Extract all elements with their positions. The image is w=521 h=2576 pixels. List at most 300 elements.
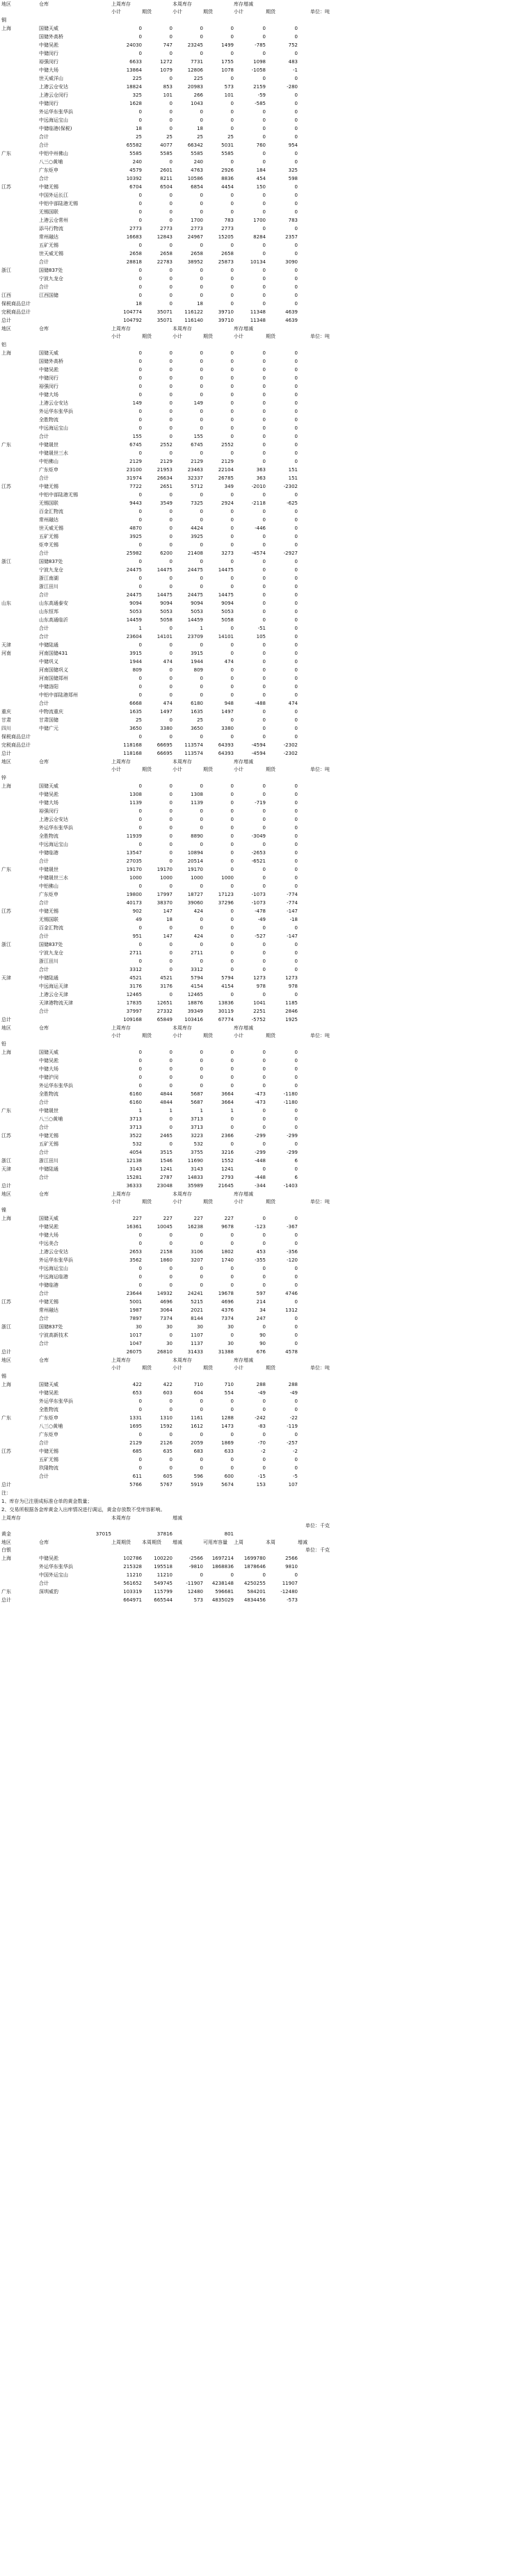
table-row: [0, 1273, 521, 1281]
value-cell: 38370: [157, 900, 173, 906]
value-cell: 676: [256, 1349, 266, 1355]
value-cell: 4521: [129, 975, 142, 981]
value-cell: 0: [262, 209, 266, 215]
warehouse-cell: 国储837处: [39, 942, 63, 947]
subheader-cell: 小计: [173, 1199, 182, 1205]
table-row: [0, 225, 521, 233]
value-cell: 1043: [191, 101, 203, 106]
value-cell: 0: [294, 1141, 298, 1147]
value-cell: 49: [136, 917, 142, 922]
warehouse-cell: 中储大场: [39, 392, 58, 398]
value-cell: 6745: [129, 442, 142, 448]
table-row: [0, 300, 521, 308]
value-cell: -1073: [251, 900, 266, 906]
region-cell: 天津: [1, 975, 11, 981]
value-cell: 2366: [221, 1133, 234, 1139]
value-cell: 665544: [154, 1597, 173, 1603]
value-cell: 7722: [129, 484, 142, 489]
value-cell: 0: [294, 1232, 298, 1238]
value-cell: 3207: [191, 1257, 203, 1263]
table-row: [0, 940, 521, 949]
value-cell: 1185: [285, 1000, 298, 1006]
value-cell: 35071: [157, 318, 173, 323]
table-row: [0, 574, 521, 582]
header-cell: 库存增减: [234, 1025, 253, 1031]
value-cell: 1: [200, 1108, 203, 1114]
value-cell: 5001: [129, 1299, 142, 1305]
value-cell: 11348: [250, 318, 266, 323]
value-cell: 0: [230, 1125, 234, 1130]
table-row: [0, 1314, 521, 1323]
value-cell: 0: [169, 825, 173, 831]
table-row: [0, 1588, 521, 1596]
value-cell: 31433: [187, 1349, 203, 1355]
value-cell: 0: [294, 117, 298, 123]
value-cell: 0: [138, 284, 142, 290]
value-cell: 25: [197, 717, 203, 723]
table-row: [0, 1554, 521, 1563]
value-cell: 0: [230, 1274, 234, 1280]
warehouse-cell: 中储无锡: [39, 1299, 58, 1305]
value-cell: 0: [169, 409, 173, 414]
region-cell: 上海: [1, 783, 11, 789]
region-cell: 浙江: [1, 1324, 11, 1330]
value-cell: 0: [230, 409, 234, 414]
value-cell: 0: [169, 1141, 173, 1147]
value-cell: 0: [169, 293, 173, 298]
value-cell: 5767: [160, 1482, 173, 1487]
table-row: [0, 957, 521, 965]
warehouse-cell: 世天威洋山: [39, 76, 63, 81]
table-row: [0, 774, 521, 782]
warehouse-cell: 中远美合: [39, 1241, 58, 1246]
value-cell: 0: [169, 1399, 173, 1404]
value-cell: 227: [224, 1216, 234, 1221]
value-cell: 2651: [160, 484, 173, 489]
value-cell: 37296: [218, 900, 234, 906]
value-cell: 0: [230, 959, 234, 964]
value-cell: 710: [193, 1382, 203, 1387]
value-cell: 0: [294, 1166, 298, 1172]
warehouse-cell: 中储闵行: [39, 51, 58, 56]
value-cell: 0: [230, 201, 234, 206]
value-cell: 0: [200, 268, 203, 273]
value-cell: 0: [138, 34, 142, 40]
value-cell: 7374: [160, 1316, 173, 1321]
value-cell: 0: [200, 676, 203, 681]
value-cell: 0: [294, 226, 298, 231]
value-cell: 783: [288, 218, 298, 223]
warehouse-cell: 合计: [39, 592, 49, 598]
value-cell: 0: [230, 792, 234, 797]
warehouse-cell: 中储吴淞: [39, 1390, 58, 1396]
value-cell: -9810: [189, 1564, 203, 1570]
value-cell: 18824: [126, 84, 142, 90]
value-cell: 5585: [129, 151, 142, 156]
header-cell: 上周库存: [111, 326, 131, 332]
value-cell: 13864: [126, 67, 142, 73]
value-cell: 0: [294, 959, 298, 964]
value-cell: 3713: [191, 1125, 203, 1130]
subheader-cell: 期货: [142, 334, 152, 339]
warehouse-cell: 常州融达: [39, 1307, 58, 1313]
table-row: [0, 1132, 521, 1140]
value-cell: 0: [294, 26, 298, 31]
table-row: [0, 399, 521, 407]
value-cell: 1041: [253, 1000, 266, 1006]
warehouse-cell: 中储闵行: [39, 375, 58, 381]
table-row: [0, 807, 521, 815]
value-cell: 0: [294, 609, 298, 614]
value-cell: 422: [163, 1382, 173, 1387]
region-cell: 江西: [1, 293, 11, 298]
value-cell: 0: [294, 651, 298, 656]
value-cell: 3549: [160, 500, 173, 506]
warehouse-cell: 河南国储431: [39, 651, 68, 656]
value-cell: 7374: [221, 1316, 234, 1321]
value-cell: 5687: [191, 1100, 203, 1105]
value-cell: 1047: [129, 1341, 142, 1346]
value-cell: 0: [200, 1399, 203, 1404]
value-cell: 752: [288, 42, 298, 48]
value-cell: 104792: [123, 318, 142, 323]
value-cell: 0: [294, 883, 298, 889]
value-cell: 215328: [123, 1564, 142, 1570]
value-cell: 0: [294, 151, 298, 156]
value-cell: 36333: [126, 1183, 142, 1189]
value-cell: -2118: [251, 500, 266, 506]
value-cell: 0: [138, 109, 142, 115]
value-cell: 0: [138, 517, 142, 523]
table-row: [0, 1157, 521, 1165]
table-row: [0, 58, 521, 66]
gold-header: [0, 1514, 521, 1522]
value-cell: 0: [230, 1457, 234, 1462]
value-cell: 0: [169, 942, 173, 947]
warehouse-cell: 甘肃国储: [39, 717, 58, 723]
value-cell: 0: [200, 559, 203, 564]
warehouse-cell: 浙江南湖: [39, 576, 58, 581]
warehouse-cell: 合计: [39, 475, 49, 481]
table-row: [0, 199, 521, 208]
subheader-cell: 小计: [111, 1033, 121, 1038]
warehouse-cell: 国储837处: [39, 1324, 63, 1330]
header-cell: 本周期货: [142, 1540, 161, 1545]
value-cell: 0: [200, 51, 203, 56]
warehouse-cell: 上港云仓天津: [39, 992, 68, 997]
value-cell: -2927: [283, 551, 298, 556]
value-cell: 0: [138, 1083, 142, 1089]
value-cell: 0: [138, 1232, 142, 1238]
warehouse-cell: 广东炬申: [39, 1432, 58, 1437]
table-row: [0, 815, 521, 824]
value-cell: 0: [138, 392, 142, 398]
value-cell: 0: [138, 359, 142, 364]
value-cell: 23604: [126, 634, 142, 639]
value-cell: 0: [200, 350, 203, 356]
value-cell: 227: [132, 1216, 142, 1221]
value-cell: -49: [289, 1390, 298, 1396]
value-cell: 2601: [160, 168, 173, 173]
value-cell: 0: [230, 159, 234, 165]
table-row: [0, 924, 521, 932]
table-row: [0, 532, 521, 541]
value-cell: 0: [169, 434, 173, 439]
value-cell: 5053: [160, 609, 173, 614]
value-cell: 90: [259, 1341, 266, 1346]
value-cell: 0: [262, 509, 266, 514]
value-cell: 0: [294, 1058, 298, 1063]
value-cell: 16238: [187, 1224, 203, 1230]
value-cell: 1497: [160, 709, 173, 715]
value-cell: 37816: [157, 1531, 173, 1537]
warehouse-cell: 国储天威: [39, 783, 58, 789]
warehouse-cell: 合计: [39, 1175, 49, 1180]
note-line: 1、库存为已注册成标准仓单的黄金数量；: [1, 1499, 93, 1504]
value-cell: -719: [255, 800, 266, 806]
value-cell: 15281: [126, 1175, 142, 1180]
region-cell: 总计: [1, 1482, 11, 1487]
value-cell: 0: [294, 284, 298, 290]
subheader-cell: 小计: [111, 1365, 121, 1371]
value-cell: -49: [257, 1390, 266, 1396]
value-cell: 0: [169, 676, 173, 681]
value-cell: 0: [169, 542, 173, 548]
table-row: [0, 99, 521, 108]
value-cell: 0: [200, 359, 203, 364]
value-cell: 0: [262, 1058, 266, 1063]
value-cell: 19800: [126, 892, 142, 897]
value-cell: 1139: [129, 800, 142, 806]
value-cell: 0: [294, 601, 298, 606]
value-cell: 0: [262, 193, 266, 198]
value-cell: 598: [288, 176, 298, 181]
table-row: [0, 982, 521, 991]
table-row: [0, 258, 521, 266]
value-cell: 0: [230, 584, 234, 589]
value-cell: 0: [294, 1083, 298, 1089]
value-cell: 1802: [221, 1249, 234, 1255]
value-cell: 17835: [126, 1000, 142, 1006]
value-cell: -448: [255, 1158, 266, 1164]
value-cell: 2357: [285, 234, 298, 240]
value-cell: 0: [169, 1050, 173, 1055]
table-row: [0, 291, 521, 300]
region-cell: 完税商品总计: [1, 309, 31, 315]
value-cell: 23048: [157, 1183, 173, 1189]
value-cell: 1860: [160, 1257, 173, 1263]
value-cell: 25: [197, 134, 203, 140]
table-row: [0, 1579, 521, 1588]
value-cell: 0: [200, 409, 203, 414]
value-cell: 30: [227, 1324, 234, 1330]
section-subheader: [0, 766, 521, 774]
value-cell: 0: [138, 209, 142, 215]
header-cell: 上周: [234, 1540, 243, 1545]
value-cell: 0: [294, 792, 298, 797]
value-cell: 5794: [221, 975, 234, 981]
region-cell: 浙江: [1, 268, 11, 273]
value-cell: 116122: [184, 309, 203, 315]
warehouse-cell: 宁波高新技术: [39, 1332, 68, 1338]
value-cell: 0: [262, 126, 266, 131]
value-cell: 25: [227, 134, 234, 140]
value-cell: 116140: [184, 318, 203, 323]
value-cell: 0: [169, 51, 173, 56]
value-cell: -2302: [283, 742, 298, 748]
value-cell: 0: [138, 367, 142, 373]
value-cell: 0: [294, 92, 298, 98]
value-cell: 3090: [285, 259, 298, 265]
table-row: [0, 1447, 521, 1456]
value-cell: -2302: [283, 484, 298, 489]
value-cell: 0: [230, 1282, 234, 1288]
warehouse-cell: 添马行物流: [39, 226, 63, 231]
value-cell: 0: [262, 409, 266, 414]
value-cell: 25982: [126, 551, 142, 556]
value-cell: 0: [262, 1166, 266, 1172]
value-cell: 0: [262, 1216, 266, 1221]
table-row: [0, 965, 521, 974]
value-cell: 0: [169, 34, 173, 40]
warehouse-cell: 中储无锡: [39, 484, 58, 489]
value-cell: 0: [200, 808, 203, 814]
warehouse-cell: 中物流重庆: [39, 709, 63, 715]
region-cell: 广东: [1, 1415, 11, 1421]
value-cell: -2302: [283, 751, 298, 756]
value-cell: 0: [200, 1457, 203, 1462]
warehouse-cell: 天津港物流天津: [39, 1000, 73, 1006]
header-cell: 本周库存: [111, 1515, 131, 1521]
value-cell: 0: [294, 350, 298, 356]
value-cell: 0: [294, 1341, 298, 1346]
warehouse-cell: 中储吴淞: [39, 42, 58, 48]
warehouse-cell: 百金汇物流: [39, 509, 63, 514]
value-cell: 0: [262, 717, 266, 723]
value-cell: -2566: [189, 1556, 203, 1561]
value-cell: 19170: [157, 867, 173, 872]
value-cell: 18: [166, 917, 173, 922]
value-cell: 227: [163, 1216, 173, 1221]
value-cell: 0: [294, 1075, 298, 1080]
value-cell: 0: [169, 992, 173, 997]
table-row: [0, 1281, 521, 1289]
value-cell: 0: [169, 850, 173, 856]
table-row: [0, 382, 521, 391]
value-cell: 14101: [218, 634, 234, 639]
value-cell: 0: [262, 134, 266, 140]
value-cell: 4639: [285, 309, 298, 315]
warehouse-cell: 百金汇物流: [39, 925, 63, 931]
header-cell: 增减: [298, 1540, 307, 1545]
value-cell: 0: [262, 726, 266, 731]
value-cell: 0: [169, 218, 173, 223]
value-cell: 0: [294, 184, 298, 190]
value-cell: 225: [132, 76, 142, 81]
value-cell: 104774: [123, 309, 142, 315]
header-cell: 地区: [1, 1025, 11, 1031]
region-cell: 总计: [1, 1017, 11, 1022]
header-cell: 仓库: [39, 1540, 49, 1545]
table-row: [0, 691, 521, 699]
value-cell: 4521: [160, 975, 173, 981]
value-cell: 0: [138, 1050, 142, 1055]
value-cell: 1079: [160, 67, 173, 73]
value-cell: 5053: [221, 609, 234, 614]
value-cell: 902: [132, 908, 142, 914]
warehouse-cell: 山东高通临沂: [39, 617, 68, 623]
value-cell: 0: [169, 584, 173, 589]
value-cell: 0: [294, 634, 298, 639]
warehouse-cell: 合计: [39, 626, 49, 631]
warehouse-cell: 宁波九龙仓: [39, 276, 63, 282]
value-cell: 8211: [160, 176, 173, 181]
value-cell: 653: [132, 1390, 142, 1396]
value-cell: 0: [262, 301, 266, 307]
unit-label: 单位：千克: [305, 1523, 330, 1529]
value-cell: 633: [224, 1449, 234, 1454]
value-cell: 1: [200, 626, 203, 631]
table-row: [0, 133, 521, 141]
value-cell: 0: [294, 509, 298, 514]
warehouse-cell: 中储无锡: [39, 908, 58, 914]
value-cell: 1017: [129, 1332, 142, 1338]
value-cell: 978: [288, 984, 298, 989]
value-cell: 0: [294, 950, 298, 956]
value-cell: 5053: [129, 609, 142, 614]
value-cell: 0: [138, 925, 142, 931]
table-row: [0, 1148, 521, 1157]
value-cell: -355: [255, 1257, 266, 1263]
value-cell: 0: [200, 542, 203, 548]
value-cell: 240: [132, 159, 142, 165]
value-cell: 0: [262, 883, 266, 889]
value-cell: 0: [262, 1141, 266, 1147]
section-subheader: [0, 1364, 521, 1372]
warehouse-cell: 合计: [39, 142, 49, 148]
value-cell: 0: [169, 159, 173, 165]
table-row: [0, 1563, 521, 1571]
value-cell: 0: [169, 1232, 173, 1238]
value-cell: 2126: [160, 1440, 173, 1446]
subheader-cell: 小计: [173, 767, 182, 772]
value-cell: 3713: [129, 1125, 142, 1130]
warehouse-cell: 宁波九龙仓: [39, 567, 63, 573]
value-cell: 0: [262, 1274, 266, 1280]
value-cell: 0: [294, 359, 298, 364]
value-cell: 0: [200, 959, 203, 964]
value-cell: 4870: [129, 525, 142, 531]
value-cell: 0: [262, 517, 266, 523]
value-cell: 5585: [160, 151, 173, 156]
value-cell: 3176: [129, 984, 142, 989]
value-cell: 0: [294, 459, 298, 464]
value-cell: 0: [294, 209, 298, 215]
value-cell: 0: [262, 942, 266, 947]
value-cell: 5215: [191, 1299, 203, 1305]
value-cell: 6160: [129, 1100, 142, 1105]
header-cell: 库存增减: [234, 759, 253, 765]
value-cell: 783: [224, 218, 234, 223]
table-row: [0, 591, 521, 599]
value-cell: 0: [138, 26, 142, 31]
value-cell: 0: [200, 734, 203, 740]
header-cell: 增减: [173, 1540, 182, 1545]
value-cell: 9443: [129, 500, 142, 506]
value-cell: 0: [169, 1075, 173, 1080]
value-cell: 0: [262, 1407, 266, 1412]
table-row: [0, 166, 521, 174]
